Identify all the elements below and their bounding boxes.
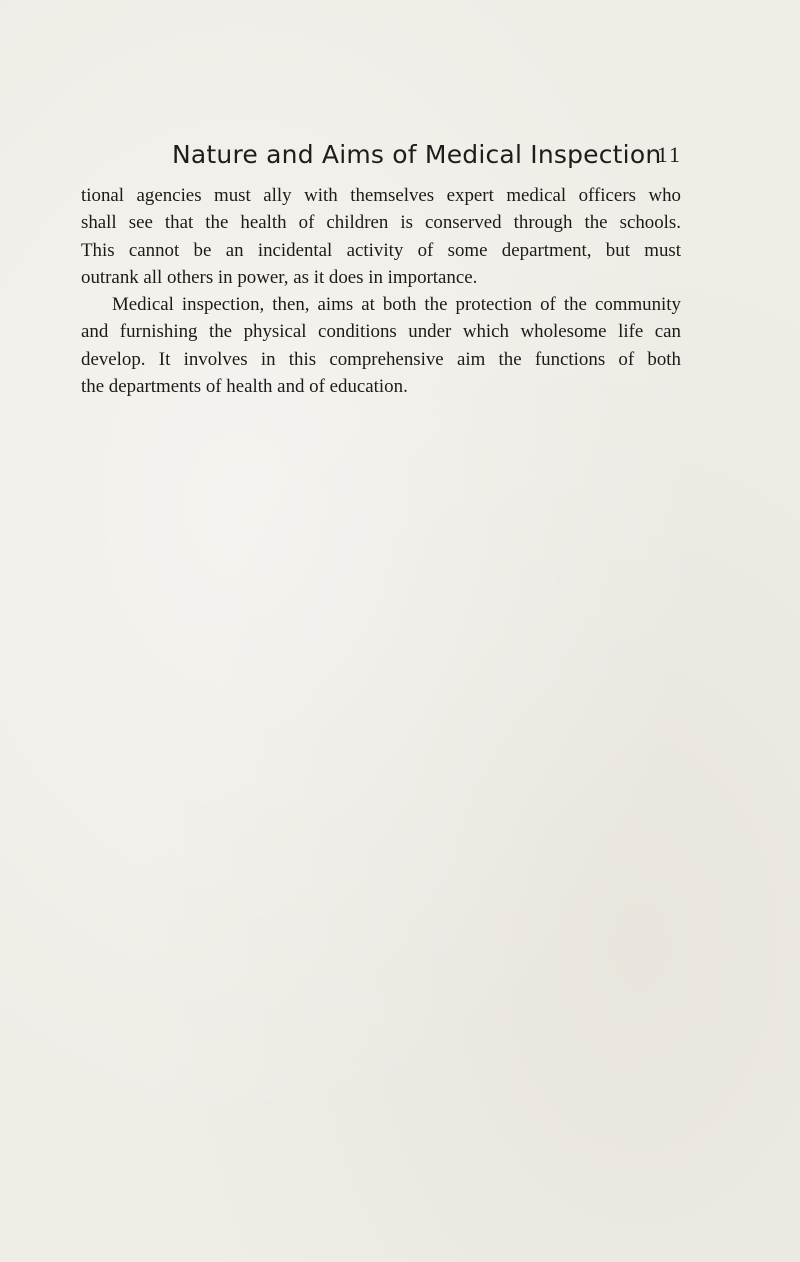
text-line: the departments of health and of education. <box>81 376 408 398</box>
running-title: Nature and Aims of Medical Inspection <box>172 140 662 169</box>
body-text <box>81 182 681 400</box>
paragraph-1 <box>81 182 681 291</box>
text-line: and furnishing the physical conditions under which wholesome life can <box>81 321 681 343</box>
page-number: 11 <box>656 142 682 167</box>
text-line: shall see that the health of children is conserved through the schools. <box>81 212 681 234</box>
text-line: develop. It involves in this comprehensive aim the functions of both <box>81 348 681 370</box>
running-head <box>172 140 682 180</box>
paragraph-2 <box>81 291 681 400</box>
text-line: Medical inspection, then, aims at both the protection of the community <box>112 294 681 316</box>
text-line: tional agencies must ally with themselves expert medical officers who <box>81 185 681 206</box>
text-line: This cannot be an incidental activity of some department, but must <box>81 239 681 261</box>
text-line: outrank all others in power, as it does in importance. <box>81 266 478 288</box>
